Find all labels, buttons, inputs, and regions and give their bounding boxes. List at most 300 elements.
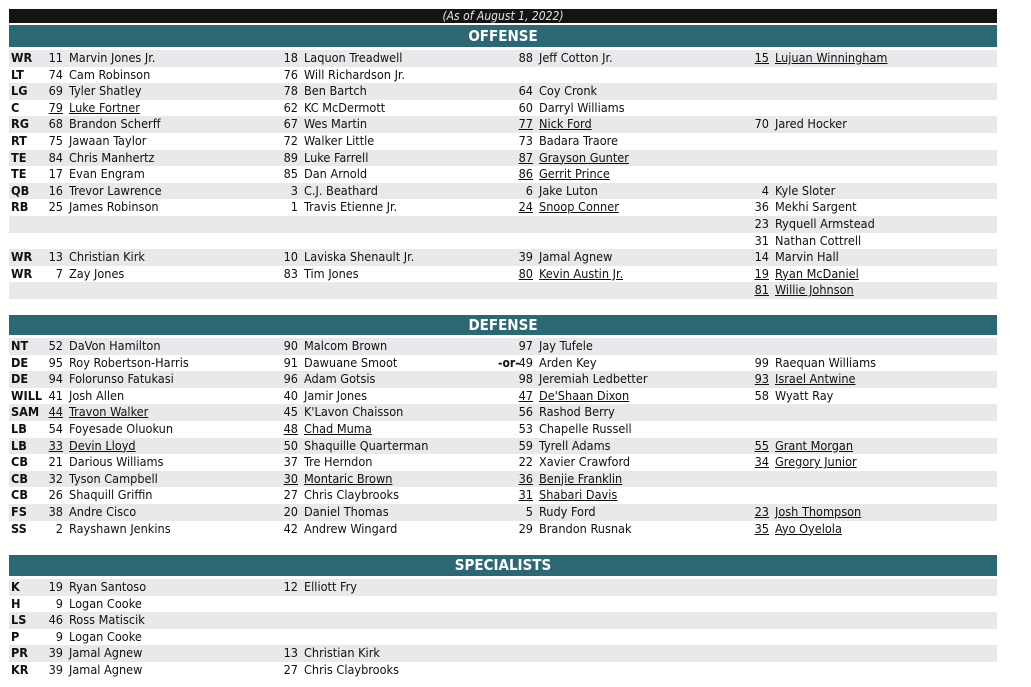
jersey-number: 13 bbox=[283, 645, 298, 661]
jersey-number: 4 bbox=[761, 182, 769, 198]
player-name: Devin Lloyd bbox=[69, 437, 136, 453]
player-name: Laquon Treadwell bbox=[304, 50, 403, 65]
depth-row bbox=[9, 150, 997, 167]
player-entry bbox=[503, 371, 648, 388]
player-entry bbox=[33, 83, 142, 100]
player-name: De'Shaan Dixon bbox=[539, 387, 630, 403]
position-label: P bbox=[11, 628, 20, 644]
player-name: Lujuan Winningham bbox=[775, 50, 888, 65]
player-entry bbox=[739, 371, 856, 388]
depth-row bbox=[9, 199, 997, 216]
position-label: CB bbox=[11, 487, 28, 503]
player-name: Adam Gotsis bbox=[304, 371, 376, 387]
player-name: Ryquell Armstead bbox=[775, 216, 875, 231]
player-name: Jamir Jones bbox=[304, 387, 368, 403]
player-name: Benjie Franklin bbox=[539, 470, 623, 486]
player-entry bbox=[739, 249, 839, 266]
player-entry bbox=[33, 199, 159, 216]
player-entry bbox=[739, 116, 847, 133]
player-name: Ryan McDaniel bbox=[775, 265, 859, 281]
player-name: Tyson Campbell bbox=[69, 470, 158, 486]
player-name: Xavier Crawford bbox=[539, 454, 631, 470]
jersey-number: 45 bbox=[283, 404, 298, 420]
position-label: QB bbox=[11, 182, 30, 198]
player-entry bbox=[268, 438, 428, 455]
player-entry bbox=[503, 355, 597, 372]
player-entry bbox=[268, 371, 375, 388]
player-entry bbox=[739, 216, 875, 233]
player-name: Cam Robinson bbox=[69, 66, 151, 82]
player-name: Raequan Williams bbox=[775, 354, 877, 370]
jersey-number: 89 bbox=[283, 149, 298, 165]
player-entry bbox=[503, 404, 615, 421]
player-entry bbox=[739, 50, 887, 67]
position-label: WR bbox=[11, 50, 33, 65]
depth-row bbox=[9, 266, 997, 283]
player-name: Jared Hocker bbox=[775, 116, 847, 132]
jersey-number: 79 bbox=[48, 99, 63, 115]
player-name: Elliott Fry bbox=[304, 579, 357, 594]
player-entry bbox=[739, 183, 835, 200]
jersey-number: 3 bbox=[290, 182, 298, 198]
player-entry bbox=[33, 371, 174, 388]
player-entry bbox=[33, 404, 148, 421]
depth-row bbox=[9, 166, 997, 183]
player-name: Walker Little bbox=[304, 133, 375, 148]
player-entry bbox=[268, 521, 397, 538]
player-name: Jamal Agnew bbox=[69, 662, 143, 677]
player-entry bbox=[503, 50, 613, 67]
depth-row bbox=[9, 100, 997, 117]
jersey-number: 74 bbox=[48, 66, 63, 82]
jersey-number: 95 bbox=[48, 354, 63, 370]
player-entry bbox=[33, 579, 146, 596]
position-label: K bbox=[11, 579, 20, 594]
player-name: Jawaan Taylor bbox=[69, 133, 147, 148]
jersey-number: 59 bbox=[518, 437, 533, 453]
player-name: Dan Arnold bbox=[304, 166, 368, 182]
jersey-number: 80 bbox=[518, 265, 533, 281]
position-label: WR bbox=[11, 265, 33, 281]
jersey-number: 37 bbox=[283, 454, 298, 470]
player-name: Grant Morgan bbox=[775, 437, 854, 453]
jersey-number: 70 bbox=[754, 116, 769, 132]
player-name: Jamal Agnew bbox=[539, 249, 613, 265]
position-label: WR bbox=[11, 249, 33, 265]
jersey-number: 36 bbox=[754, 199, 769, 215]
player-entry bbox=[268, 404, 403, 421]
offense-section-header: OFFENSE bbox=[9, 25, 997, 47]
player-entry bbox=[503, 421, 632, 438]
player-entry bbox=[268, 50, 402, 67]
jersey-number: 49 bbox=[518, 354, 533, 370]
player-name: Chris Claybrooks bbox=[304, 487, 400, 503]
player-name: Ryan Santoso bbox=[69, 579, 147, 594]
player-entry bbox=[33, 421, 173, 438]
player-entry bbox=[33, 266, 124, 283]
player-name: K'Lavon Chaisson bbox=[304, 404, 404, 420]
position-label: TE bbox=[11, 166, 27, 182]
jersey-number: 76 bbox=[283, 66, 298, 82]
player-entry bbox=[268, 116, 367, 133]
depth-row bbox=[9, 596, 997, 613]
jersey-number: 35 bbox=[754, 520, 769, 536]
jersey-number: 10 bbox=[283, 249, 298, 265]
player-entry bbox=[503, 83, 597, 100]
player-entry bbox=[503, 521, 632, 538]
player-name: Rayshawn Jenkins bbox=[69, 520, 171, 536]
player-name: Daniel Thomas bbox=[304, 504, 389, 519]
player-entry bbox=[33, 116, 161, 133]
jersey-number: 81 bbox=[754, 282, 769, 298]
jersey-number: 87 bbox=[518, 149, 533, 165]
player-name: Jamal Agnew bbox=[69, 645, 143, 661]
player-entry bbox=[33, 67, 150, 84]
jersey-number: 40 bbox=[283, 387, 298, 403]
jersey-number: 54 bbox=[48, 421, 63, 436]
player-name: Snoop Conner bbox=[539, 199, 619, 215]
jersey-number: 94 bbox=[48, 371, 63, 387]
or-label: -or- bbox=[498, 355, 520, 370]
player-name: Josh Allen bbox=[69, 387, 125, 403]
jersey-number: 58 bbox=[754, 387, 769, 403]
player-entry bbox=[33, 454, 164, 471]
player-entry bbox=[268, 100, 385, 117]
player-entry bbox=[33, 166, 145, 183]
player-name: Tre Herndon bbox=[304, 454, 373, 470]
jersey-number: 29 bbox=[518, 520, 533, 536]
player-entry bbox=[268, 199, 397, 216]
player-name: Arden Key bbox=[539, 354, 597, 370]
position-label: FS bbox=[11, 504, 27, 519]
jersey-number: 25 bbox=[48, 199, 63, 215]
position-label: DE bbox=[11, 371, 29, 387]
player-name: Rashod Berry bbox=[539, 404, 615, 420]
jersey-number: 2 bbox=[55, 520, 63, 536]
player-entry bbox=[503, 116, 592, 133]
jersey-number: 27 bbox=[283, 487, 298, 503]
player-entry bbox=[33, 662, 142, 679]
player-entry bbox=[739, 199, 857, 216]
player-name: Zay Jones bbox=[69, 265, 125, 281]
defense-section-header: DEFENSE bbox=[9, 315, 997, 335]
jersey-number: 42 bbox=[283, 520, 298, 536]
jersey-number: 60 bbox=[518, 99, 533, 115]
player-name: Coy Cronk bbox=[539, 83, 598, 99]
player-name: Brandon Rusnak bbox=[539, 520, 632, 536]
jersey-number: 18 bbox=[283, 50, 298, 65]
player-entry bbox=[503, 454, 630, 471]
player-entry bbox=[268, 454, 372, 471]
jersey-number: 23 bbox=[754, 216, 769, 231]
player-name: Marvin Hall bbox=[775, 249, 839, 265]
player-name: Montaric Brown bbox=[304, 470, 393, 486]
player-name: Rudy Ford bbox=[539, 504, 596, 519]
player-entry bbox=[33, 521, 171, 538]
player-entry bbox=[268, 83, 367, 100]
player-name: Kevin Austin Jr. bbox=[539, 265, 624, 281]
position-label: RB bbox=[11, 199, 29, 215]
player-name: Shabari Davis bbox=[539, 487, 618, 503]
jersey-number: 19 bbox=[754, 265, 769, 281]
player-entry bbox=[503, 487, 617, 504]
player-name: Logan Cooke bbox=[69, 595, 142, 611]
jersey-number: 99 bbox=[754, 354, 769, 370]
player-entry bbox=[268, 338, 387, 355]
specialists-section-header: SPECIALISTS bbox=[9, 555, 997, 576]
depth-row bbox=[9, 454, 997, 471]
jersey-number: 15 bbox=[754, 50, 769, 65]
depth-row bbox=[9, 116, 997, 133]
player-name: Christian Kirk bbox=[304, 645, 380, 661]
jersey-number: 72 bbox=[283, 133, 298, 148]
player-name: Malcom Brown bbox=[304, 338, 388, 353]
position-label: PR bbox=[11, 645, 29, 661]
jersey-number: 9 bbox=[55, 628, 63, 644]
player-name: Dawuane Smoot bbox=[304, 354, 398, 370]
jersey-number: 83 bbox=[283, 265, 298, 281]
jersey-number: 23 bbox=[754, 504, 769, 519]
player-entry bbox=[33, 249, 145, 266]
player-entry bbox=[33, 596, 142, 613]
player-entry bbox=[503, 249, 612, 266]
player-name: Israel Antwine bbox=[775, 371, 856, 387]
player-name: Jeremiah Ledbetter bbox=[539, 371, 648, 387]
jersey-number: 48 bbox=[283, 421, 298, 436]
player-name: Chapelle Russell bbox=[539, 421, 632, 436]
jersey-number: 39 bbox=[48, 645, 63, 661]
jersey-number: 64 bbox=[518, 83, 533, 99]
as-of-date: (As of August 1, 2022) bbox=[9, 9, 997, 23]
depth-row bbox=[9, 404, 997, 421]
jersey-number: 30 bbox=[283, 470, 298, 486]
player-entry bbox=[33, 612, 145, 629]
jersey-number: 39 bbox=[518, 249, 533, 265]
player-name: Jeff Cotton Jr. bbox=[539, 50, 613, 65]
player-entry bbox=[33, 150, 155, 167]
jersey-number: 90 bbox=[283, 338, 298, 353]
player-name: DaVon Hamilton bbox=[69, 338, 161, 353]
player-name: Brandon Scherff bbox=[69, 116, 161, 132]
depth-row bbox=[9, 579, 997, 596]
player-entry bbox=[739, 282, 854, 299]
jersey-number: 73 bbox=[518, 133, 533, 148]
player-name: Travis Etienne Jr. bbox=[304, 199, 398, 215]
player-entry bbox=[268, 471, 392, 488]
player-name: Tyler Shatley bbox=[69, 83, 142, 99]
depth-row bbox=[9, 67, 997, 84]
jersey-number: 75 bbox=[48, 133, 63, 148]
player-name: Darryl Williams bbox=[539, 99, 625, 115]
jersey-number: 47 bbox=[518, 387, 533, 403]
jersey-number: 5 bbox=[525, 504, 533, 519]
depth-row bbox=[9, 133, 997, 150]
player-entry bbox=[33, 487, 152, 504]
jersey-number: 12 bbox=[283, 579, 298, 594]
player-entry bbox=[503, 150, 629, 167]
jersey-number: 27 bbox=[283, 662, 298, 677]
player-name: Darious Williams bbox=[69, 454, 164, 470]
depth-row bbox=[9, 355, 997, 372]
player-entry bbox=[739, 266, 859, 283]
position-label: RT bbox=[11, 133, 27, 148]
position-label: H bbox=[11, 595, 21, 611]
player-entry bbox=[33, 388, 124, 405]
player-name: Travon Walker bbox=[69, 404, 149, 420]
jersey-number: 14 bbox=[754, 249, 769, 265]
player-name: Jay Tufele bbox=[539, 338, 593, 353]
depth-row bbox=[9, 183, 997, 200]
player-name: Will Richardson Jr. bbox=[304, 66, 406, 82]
jersey-number: 17 bbox=[48, 166, 63, 182]
player-entry bbox=[268, 579, 357, 596]
jersey-number: 56 bbox=[518, 404, 533, 420]
depth-row bbox=[9, 371, 997, 388]
jersey-number: 77 bbox=[518, 116, 533, 132]
jersey-number: 6 bbox=[525, 182, 533, 198]
player-name: Roy Robertson-Harris bbox=[69, 354, 189, 370]
player-entry bbox=[503, 504, 596, 521]
position-label: LB bbox=[11, 437, 27, 453]
player-entry bbox=[33, 438, 136, 455]
jersey-number: 1 bbox=[290, 199, 298, 215]
jersey-number: 97 bbox=[518, 338, 533, 353]
jersey-number: 31 bbox=[518, 487, 533, 503]
jersey-number: 19 bbox=[48, 579, 63, 594]
position-label: RG bbox=[11, 116, 30, 132]
jersey-number: 67 bbox=[283, 116, 298, 132]
player-entry bbox=[33, 133, 146, 150]
player-entry bbox=[33, 645, 142, 662]
player-entry bbox=[739, 521, 842, 538]
player-entry bbox=[503, 183, 598, 200]
player-name: Josh Thompson bbox=[775, 504, 862, 519]
position-label: C bbox=[11, 99, 20, 115]
jersey-number: 84 bbox=[48, 149, 63, 165]
jersey-number: 44 bbox=[48, 404, 63, 420]
player-name: Logan Cooke bbox=[69, 628, 142, 644]
jersey-number: 34 bbox=[754, 454, 769, 470]
player-name: Willie Johnson bbox=[775, 282, 854, 298]
position-label: NT bbox=[11, 338, 29, 353]
jersey-number: 20 bbox=[283, 504, 298, 519]
player-name: KC McDermott bbox=[304, 99, 386, 115]
depth-row bbox=[9, 50, 997, 67]
jersey-number: 69 bbox=[48, 83, 63, 99]
player-entry bbox=[739, 355, 876, 372]
player-entry bbox=[33, 50, 155, 67]
depth-row bbox=[9, 338, 997, 355]
jersey-number: 7 bbox=[55, 265, 63, 281]
depth-row bbox=[9, 612, 997, 629]
position-label: SAM bbox=[11, 404, 40, 420]
depth-row bbox=[9, 388, 997, 405]
player-entry bbox=[739, 454, 857, 471]
player-entry bbox=[33, 504, 136, 521]
player-entry bbox=[503, 438, 611, 455]
depth-row bbox=[9, 83, 997, 100]
player-name: Ayo Oyelola bbox=[775, 520, 842, 536]
jersey-number: 46 bbox=[48, 612, 63, 628]
jersey-number: 85 bbox=[283, 166, 298, 182]
player-name: Gerrit Prince bbox=[539, 166, 610, 182]
jersey-number: 38 bbox=[48, 504, 63, 519]
player-entry bbox=[503, 199, 619, 216]
position-label: CB bbox=[11, 454, 28, 470]
jersey-number: 68 bbox=[48, 116, 63, 132]
player-entry bbox=[503, 100, 625, 117]
player-entry bbox=[268, 133, 374, 150]
player-name: Evan Engram bbox=[69, 166, 145, 182]
jersey-number: 41 bbox=[48, 387, 63, 403]
player-name: Wyatt Ray bbox=[775, 387, 834, 403]
position-label: LG bbox=[11, 83, 28, 99]
jersey-number: 9 bbox=[55, 595, 63, 611]
player-name: Tyrell Adams bbox=[539, 437, 611, 453]
player-name: Nathan Cottrell bbox=[775, 232, 862, 248]
jersey-number: 11 bbox=[48, 50, 63, 65]
player-entry bbox=[503, 471, 622, 488]
player-entry bbox=[503, 266, 623, 283]
player-name: Chad Muma bbox=[304, 421, 372, 436]
depth-row bbox=[9, 471, 997, 488]
player-name: James Robinson bbox=[69, 199, 159, 215]
player-entry bbox=[739, 388, 833, 405]
player-entry bbox=[33, 471, 158, 488]
player-entry bbox=[503, 166, 610, 183]
jersey-number: 96 bbox=[283, 371, 298, 387]
position-label: LS bbox=[11, 612, 27, 628]
player-name: Christian Kirk bbox=[69, 249, 145, 265]
jersey-number: 50 bbox=[283, 437, 298, 453]
player-entry bbox=[33, 338, 161, 355]
player-name: Shaquille Quarterman bbox=[304, 437, 429, 453]
position-label: LB bbox=[11, 421, 27, 436]
player-name: Ben Bartch bbox=[304, 83, 367, 99]
jersey-number: 32 bbox=[48, 470, 63, 486]
depth-row bbox=[9, 249, 997, 266]
jersey-number: 93 bbox=[754, 371, 769, 387]
player-entry bbox=[33, 629, 142, 646]
player-entry bbox=[268, 504, 389, 521]
player-entry bbox=[503, 338, 593, 355]
player-entry bbox=[503, 388, 629, 405]
player-entry bbox=[268, 150, 368, 167]
player-name: Chris Claybrooks bbox=[304, 662, 400, 677]
player-name: Andrew Wingard bbox=[304, 520, 398, 536]
player-name: Luke Fortner bbox=[69, 99, 140, 115]
player-entry bbox=[33, 183, 162, 200]
depth-row bbox=[9, 662, 997, 679]
player-entry bbox=[739, 504, 861, 521]
player-entry bbox=[268, 421, 372, 438]
jersey-number: 33 bbox=[48, 437, 63, 453]
player-name: Laviska Shenault Jr. bbox=[304, 249, 415, 265]
player-entry bbox=[268, 645, 380, 662]
jersey-number: 86 bbox=[518, 166, 533, 182]
depth-row bbox=[9, 216, 997, 233]
player-name: Shaquill Griffin bbox=[69, 487, 153, 503]
jersey-number: 13 bbox=[48, 249, 63, 265]
jersey-number: 88 bbox=[518, 50, 533, 65]
player-name: Foyesade Oluokun bbox=[69, 421, 174, 436]
jersey-number: 98 bbox=[518, 371, 533, 387]
player-name: Chris Manhertz bbox=[69, 149, 155, 165]
player-name: Nick Ford bbox=[539, 116, 592, 132]
player-entry bbox=[268, 166, 367, 183]
jersey-number: 78 bbox=[283, 83, 298, 99]
jersey-number: 31 bbox=[754, 232, 769, 248]
